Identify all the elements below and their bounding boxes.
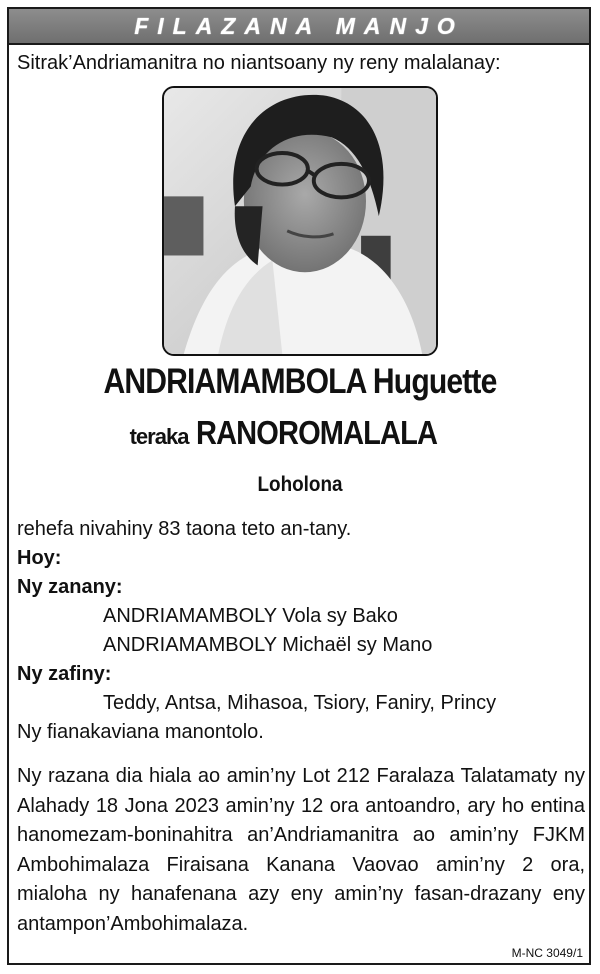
funeral-line: hanomezam-boninahitra an’Andriamanitra ao amin’ny FJKM [17,824,585,846]
intro-text: Sitrak’Andriamanitra no niantsoany ny reny malalanay: [17,52,501,74]
notice-header [9,9,589,45]
grandchildren-list: Teddy, Antsa, Mihasoa, Tsiory, Faniry, Princy [103,692,497,714]
funeral-line: Ambohimalaza Firaisana Kanana Vaovao amin’ny 2 ora, [17,853,585,876]
funeral-paragraph [17,762,585,939]
grandchildren-label: Ny zafiny: [17,663,112,685]
age-line: rehefa nivahiny 83 taona teto an-tany. [17,518,352,540]
family-line: Ny fianakaviana manontolo. [17,721,264,743]
funeral-line: antampon’Ambohimalaza. [17,912,249,935]
funeral-line: Ny razana dia hiala ao amin’ny Lot 212 Faralaza Talatamaty ny [17,765,585,787]
portrait-image [164,88,436,354]
child-entry: ANDRIAMAMBOLY Michaël sy Mano [103,634,433,656]
notice-title: FILAZANA MANJO [134,12,464,39]
spouse-prefix: teraka [129,424,189,449]
funeral-line: mialoha ny hanafenana azy eny amin’ny fasan-drazany eny [17,883,585,905]
reference-code: M-NC 3049/1 [511,946,583,960]
portrait-photo [162,86,438,356]
family-details [17,515,583,747]
children-label: Ny zanany: [17,576,123,598]
child-entry: ANDRIAMAMBOLY Vola sy Bako [103,605,398,627]
hoy-label: Hoy: [17,547,62,569]
deceased-title: Loholona [257,473,343,496]
deceased-name: ANDRIAMAMBOLA Huguette [103,362,497,401]
maiden-name-line [0,414,600,452]
spouse-name: RANOROMALALA [196,414,438,451]
funeral-line: Alahady 18 Jona 2023 amin’ny 12 ora antoandro, ary ho entina [17,794,585,817]
